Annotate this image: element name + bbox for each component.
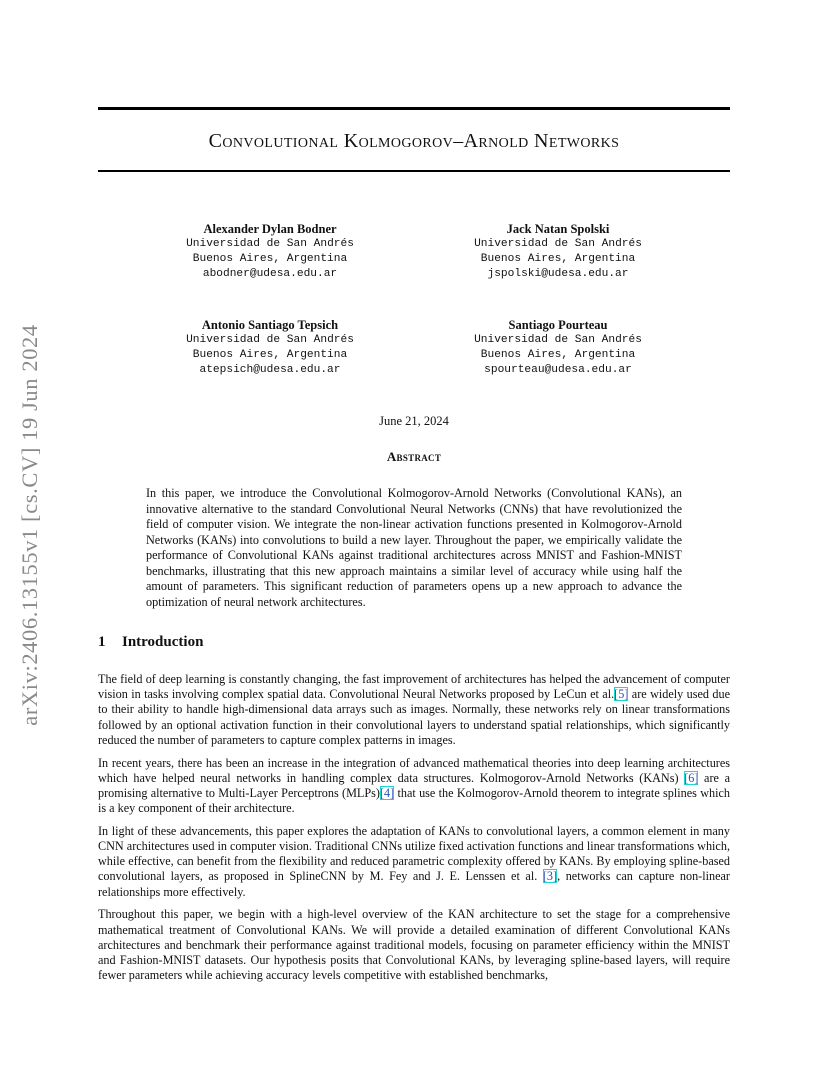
- author-block: [428, 318, 688, 378]
- paragraph-text: , networks can capture non-linear relationships more effectively.: [98, 869, 730, 899]
- author-location: Buenos Aires, Argentina: [192, 349, 348, 361]
- paper-title: Convolutional Kolmogorov–Arnold Networks: [208, 130, 620, 152]
- paragraph-text: are widely used due to their ability to handle high-dimensional data arrays such as images. Normally, these networks rely on linear transformations followed by an optional activation function in their convolutional layers to understand spatial relationships, which significantly reduced the number of parameters to capture complex patterns in images.: [98, 687, 730, 747]
- author-name: Antonio Santiago Tepsich: [201, 318, 339, 332]
- paragraph: [98, 756, 730, 817]
- author-block: [140, 222, 400, 282]
- author-location: Buenos Aires, Argentina: [480, 349, 636, 361]
- citation-link[interactable]: [ 3 ]: [543, 869, 557, 883]
- arxiv-identifier-text: arXiv:2406.13155v1 [cs.CV] 19 Jun 2024: [17, 324, 42, 726]
- section-number: 1: [98, 634, 106, 650]
- author-name: Santiago Pourteau: [508, 318, 608, 332]
- author-affiliation: Universidad de San Andrés: [186, 334, 354, 346]
- arxiv-identifier-stamp: [14, 290, 46, 760]
- section-body: [98, 672, 730, 991]
- author-email[interactable]: spourteau@udesa.edu.ar: [484, 364, 632, 376]
- author-name: Alexander Dylan Bodner: [203, 222, 337, 236]
- paragraph: [98, 672, 730, 748]
- title-rule-top: [98, 107, 730, 110]
- citation-link[interactable]: [ 4 ]: [380, 786, 394, 800]
- author-block: [140, 318, 400, 378]
- abstract-text: In this paper, we introduce the Convolutional Kolmogorov-Arnold Networks (Convolutional KANs), an innovative alternative to the standard Convolutional Neural Networks (CNNs) that have revolutionized the field of computer vision. We integrate the non-linear activation functions presented in Kolmogorov-Arnold Networks (KANs) into convolutions to build a new layer. Throughout the paper, we empirically validate the performance of Convolutional KANs against traditional architectures across MNIST and Fashion-MNIST benchmarks, illustrating that this new approach maintains a similar level of accuracy while using half the amount of parameters. This significant reduction of parameters opens up a new approach to advance the optimization of neural network architectures.: [146, 486, 682, 609]
- paragraph: [98, 824, 730, 900]
- paragraph-text: Throughout this paper, we begin with a high-level overview of the KAN architecture to set the stage for a comprehensive mathematical treatment of Convolutional KANs. We will provide a detailed examination of different Convolutional KANs architectures and benchmark their performance against traditional models, focusing on parameter efficiency within the MNIST and Fashion-MNIST datasets. Our hypothesis posits that Convolutional KANs, by leveraging spline-based layers, will require fewer parameters while achieving accuracy levels competitive with established benchmarks,: [98, 907, 730, 983]
- paper-date: June 21, 2024: [379, 414, 449, 428]
- citation-link[interactable]: [ 5 ]: [614, 687, 628, 701]
- abstract-heading: Abstract: [386, 449, 442, 464]
- paragraph-text: In recent years, there has been an increase in the integration of advanced mathematical theories into deep learning architectures which have helped neural networks in handling complex data structures. Kolmogorov-Arnold Networks (KANs): [98, 755, 730, 785]
- author-location: Buenos Aires, Argentina: [192, 253, 348, 265]
- paragraph-text: that use the Kolmogorov-Arnold theorem to integrate splines which is a key component of their architecture.: [98, 785, 731, 816]
- author-location: Buenos Aires, Argentina: [480, 253, 636, 265]
- author-email[interactable]: atepsich@udesa.edu.ar: [199, 364, 341, 376]
- author-email[interactable]: abodner@udesa.edu.ar: [202, 268, 338, 280]
- title-rule-bottom: [98, 170, 730, 172]
- author-block: [428, 222, 688, 282]
- paragraph-text: In light of these advancements, this paper explores the adaptation of KANs to convolutional layers, a common element in many CNN architectures used in computer vision. Traditional CNNs utilize fixed activation functions and linear transformations which, while effective, can benefit from the flexibility and reduced parametric complexity offered by KANs. By employing spline-based convolutional layers, as proposed in SplineCNN by M. Fey and J. E. Lenssen et al.: [98, 823, 730, 884]
- author-affiliation: Universidad de San Andrés: [474, 238, 642, 250]
- author-email[interactable]: jspolski@udesa.edu.ar: [487, 268, 629, 280]
- section-title: Introduction: [122, 634, 204, 650]
- paragraph-text: The field of deep learning is constantly changing, the fast improvement of architectures has helped the advancement of computer vision in tasks involving complex spatial data. Convolutional Neural Networks proposed by LeCun et al.: [98, 672, 730, 702]
- author-affiliation: Universidad de San Andrés: [474, 334, 642, 346]
- paragraph-text: are a promising alternative to Multi-Layer Perceptrons (MLPs): [98, 770, 730, 800]
- author-affiliation: Universidad de San Andrés: [186, 238, 354, 250]
- section-heading: [98, 634, 203, 651]
- paragraph: [98, 907, 730, 983]
- citation-link[interactable]: [ 6 ]: [684, 771, 698, 785]
- author-name: Jack Natan Spolski: [506, 222, 610, 236]
